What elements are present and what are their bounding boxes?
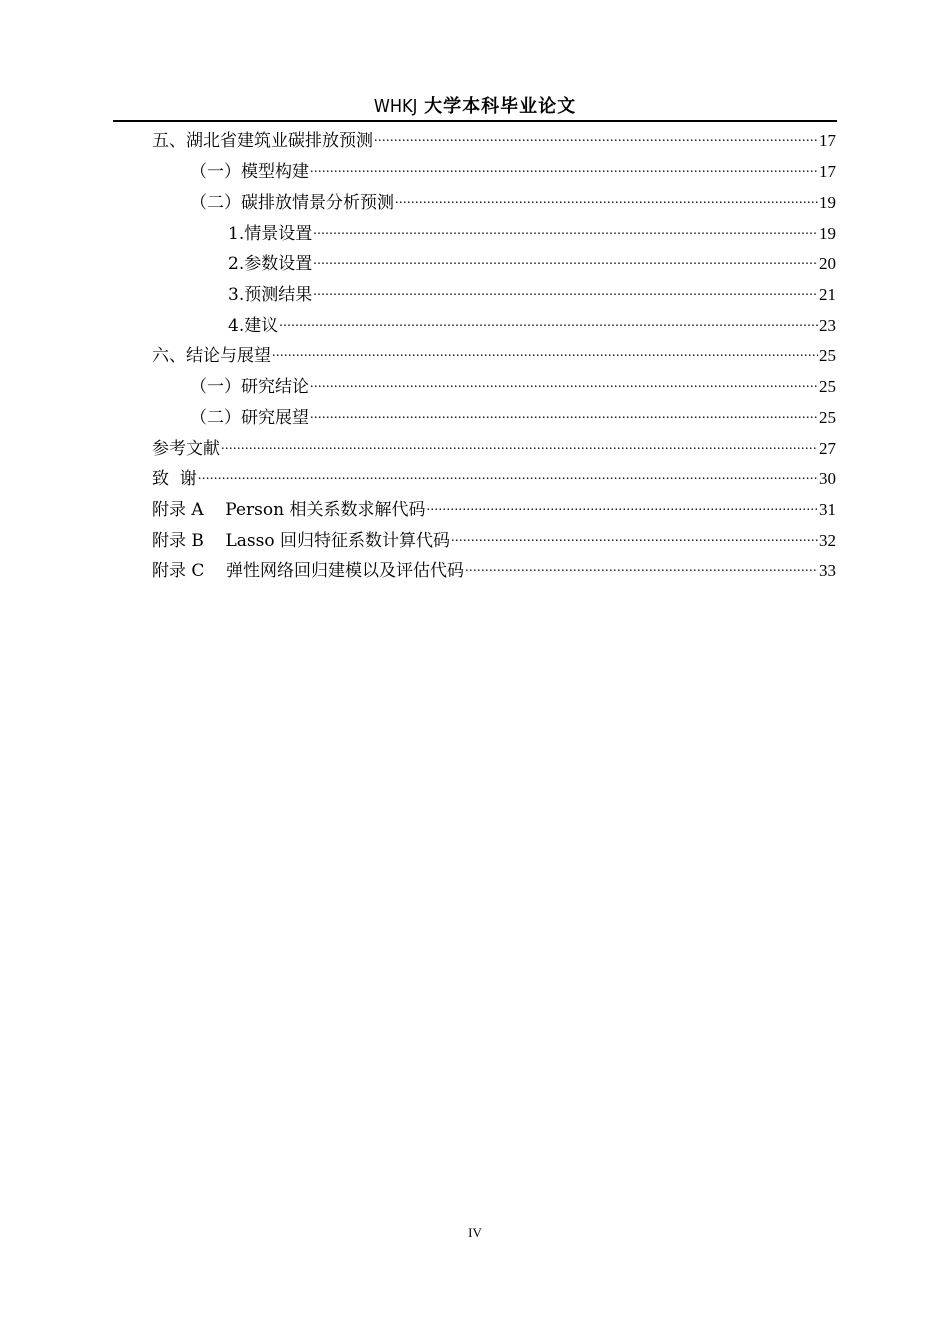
toc-entry-page: 23	[819, 316, 836, 335]
toc-entry-page: 20	[819, 254, 836, 273]
toc-entry[interactable]	[228, 245, 836, 275]
toc-entry-title: 附录 A Person 相关系数求解代码	[152, 500, 426, 520]
toc-entry-page: 32	[819, 531, 836, 550]
toc-entry-title: 4.建议	[228, 316, 279, 336]
toc-entry-page: 25	[819, 346, 836, 365]
toc-entry[interactable]	[228, 307, 836, 337]
toc-entry-page: 25	[819, 377, 836, 396]
toc-entry[interactable]	[190, 399, 836, 429]
toc-entry-page: 19	[819, 224, 836, 243]
toc-leader-dots	[313, 281, 818, 303]
toc-leader-dots	[465, 557, 818, 579]
toc-entry[interactable]	[152, 491, 836, 521]
toc-entry[interactable]	[152, 430, 836, 460]
header-brand: WHKJ	[373, 96, 418, 117]
toc-entry-title: （二）碳排放情景分析预测	[190, 193, 394, 213]
toc-entry-page: 25	[819, 408, 836, 427]
toc-entry[interactable]	[190, 368, 836, 398]
toc-leader-dots	[198, 465, 818, 487]
toc-leader-dots	[272, 342, 818, 364]
toc-leader-dots	[310, 404, 818, 426]
toc-entry-title: （二）研究展望	[190, 408, 309, 428]
page-number: IV	[468, 1225, 482, 1240]
toc-entry-page: 33	[819, 561, 836, 580]
toc-entry-title: 五、湖北省建筑业碳排放预测	[152, 131, 373, 151]
toc-entry[interactable]	[228, 276, 836, 306]
toc-entry-title: 3.预测结果	[228, 285, 313, 305]
toc-leader-dots	[395, 189, 818, 211]
toc-leader-dots	[310, 373, 818, 395]
toc-entry[interactable]	[190, 184, 836, 214]
toc-entry-page: 17	[819, 131, 836, 150]
toc-entry-page: 31	[819, 500, 836, 519]
toc-leader-dots	[374, 127, 818, 149]
toc-entry-page: 21	[819, 285, 836, 304]
toc-entry-title: 参考文献	[152, 439, 220, 459]
toc-leader-dots	[279, 312, 818, 334]
toc-entry[interactable]	[152, 460, 836, 490]
toc-entry-title: （一）研究结论	[190, 377, 309, 397]
toc-entry-title: 六、结论与展望	[152, 346, 271, 366]
toc-entry-title: 致 谢	[152, 469, 197, 489]
toc-entry-title: （一）模型构建	[190, 162, 309, 182]
toc-entry[interactable]	[152, 522, 836, 552]
toc-leader-dots	[310, 158, 818, 180]
page-header	[0, 96, 950, 118]
toc-leader-dots	[313, 250, 818, 272]
toc-entry-title: 附录 B Lasso 回归特征系数计算代码	[152, 531, 451, 551]
toc-entry[interactable]	[190, 153, 836, 183]
toc-entry[interactable]	[152, 122, 836, 152]
toc-entry-page: 30	[819, 469, 836, 488]
toc-entry-page: 19	[819, 193, 836, 212]
toc-entry-title: 1.情景设置	[228, 224, 313, 244]
toc-leader-dots	[313, 220, 818, 242]
toc-leader-dots	[221, 435, 818, 457]
toc-entry-page: 27	[819, 439, 836, 458]
toc-entry[interactable]	[152, 552, 836, 582]
toc-entry[interactable]	[228, 215, 836, 245]
toc-entry-title: 附录 C 弹性网络回归建模以及评估代码	[152, 561, 465, 581]
toc-entry-title: 2.参数设置	[228, 254, 313, 274]
toc-entry[interactable]	[152, 337, 836, 367]
toc-leader-dots	[426, 496, 818, 518]
toc-entry-page: 17	[819, 162, 836, 181]
toc-leader-dots	[451, 527, 818, 549]
header-title: 大学本科毕业论文	[424, 96, 577, 117]
